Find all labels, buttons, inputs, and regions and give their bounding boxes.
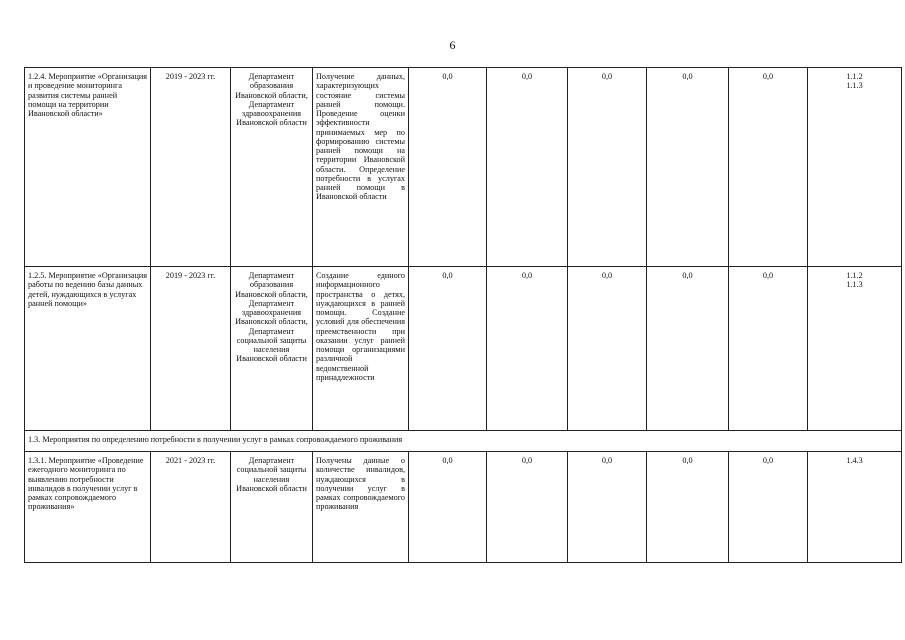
funding-value: 0,0 [647, 267, 729, 431]
funding-value: 0,0 [487, 68, 568, 267]
table-row [25, 267, 902, 431]
implementation-period: 2021 - 2023 гг. [151, 452, 231, 563]
measure-name: 1.2.4. Мероприятие «Организация и проведение мониторинга развития системы ранней помощи на территории Ивановской области» [25, 68, 151, 267]
indicator-codes: 1.1.2 1.1.3 [808, 68, 902, 267]
implementation-period: 2019 - 2023 гг. [151, 267, 231, 431]
funding-value: 0,0 [729, 68, 808, 267]
funding-value: 0,0 [568, 267, 647, 431]
section-row [25, 431, 902, 452]
funding-value: 0,0 [409, 68, 487, 267]
table-row [25, 68, 902, 267]
implementation-period: 2019 - 2023 гг. [151, 68, 231, 267]
section-heading: 1.3. Мероприятия по определению потребности в получении услуг в рамках сопровождаемого проживания [25, 431, 902, 452]
expected-result: Создание единого информационного пространства о детях, нуждающихся в ранней помощи. Создание условий для обеспечения преемственности при оказании услуг ранней помощи организациями различной ведомственной принадлежности [313, 267, 409, 431]
expected-result: Получение данных, характеризующих состояние системы ранней помощи. Проведение оценки эффективности принимаемых мер по формированию системы ранней помощи на территории Ивановской области. Определение потребности в услугах ранней помощи в Ивановской области [313, 68, 409, 267]
funding-value: 0,0 [487, 452, 568, 563]
funding-value: 0,0 [568, 68, 647, 267]
page-number: 6 [449, 38, 456, 52]
funding-value: 0,0 [487, 267, 568, 431]
indicator-codes: 1.1.2 1.1.3 [808, 267, 902, 431]
funding-value: 0,0 [409, 452, 487, 563]
executor: Департамент социальной защиты населения Ивановской области [231, 452, 313, 563]
executor: Департамент образования Ивановской области, Департамент здравоохранения Ивановской области, Департамент социальной защиты населения Ивановской области [231, 267, 313, 431]
funding-value: 0,0 [729, 452, 808, 563]
funding-value: 0,0 [409, 267, 487, 431]
table-row [25, 452, 902, 563]
program-measures-table [24, 67, 902, 563]
funding-value: 0,0 [647, 68, 729, 267]
funding-value: 0,0 [647, 452, 729, 563]
funding-value: 0,0 [568, 452, 647, 563]
expected-result: Получены данные о количестве инвалидов, нуждающихся в получении услуг в рамках сопровождаемого проживания [313, 452, 409, 563]
measure-name: 1.3.1. Мероприятие «Проведение ежегодного мониторинга по выявлению потребности инвалидов в получении услуг в рамках сопровождаемого проживания» [25, 452, 151, 563]
executor: Департамент образования Ивановской области, Департамент здравоохранения Ивановской области [231, 68, 313, 267]
measure-name: 1.2.5. Мероприятие «Организация работы по ведению базы данных детей, нуждающихся в услугах ранней помощи» [25, 267, 151, 431]
indicator-codes: 1.4.3 [808, 452, 902, 563]
funding-value: 0,0 [729, 267, 808, 431]
